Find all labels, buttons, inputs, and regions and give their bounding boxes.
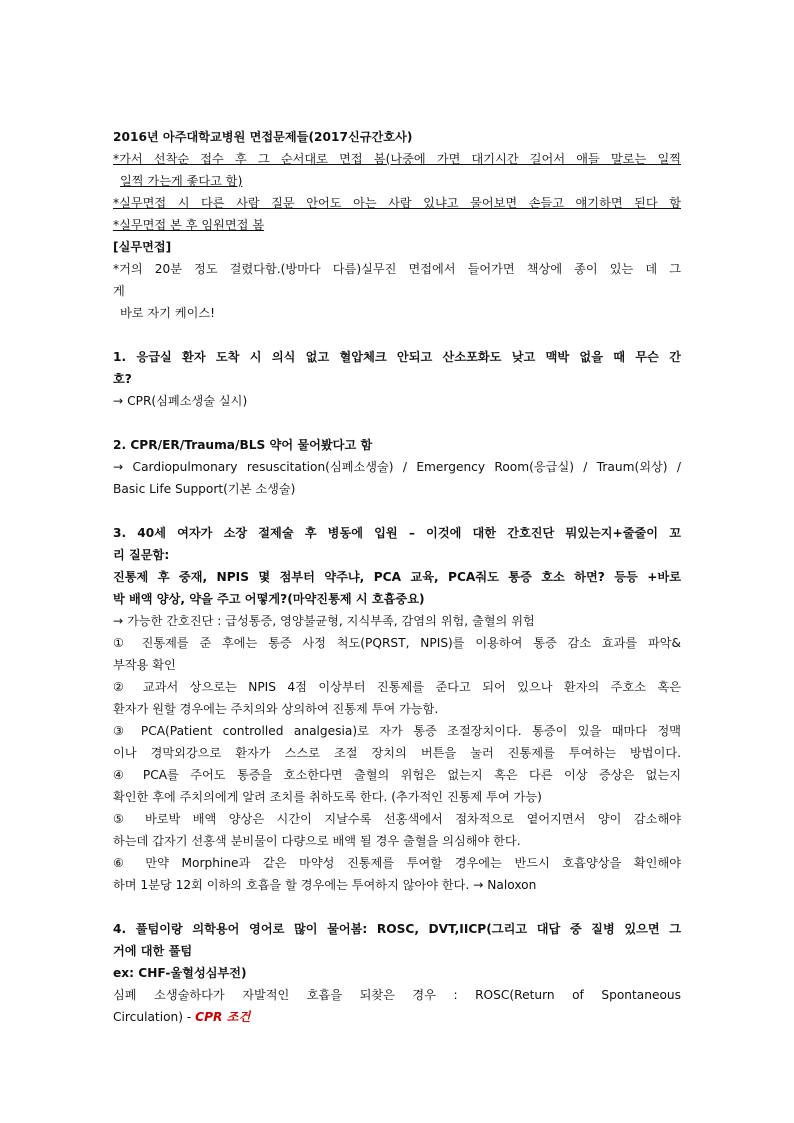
answer-3-line: ③ PCA(Patient controlled analgesia)로 자가 통증 조절장치이다. 통증이 있을 때마다 정맥 — [113, 724, 681, 738]
answer-3-line: 환자가 원할 경우에는 주치의와 상의하여 진통제 투여 가능함. — [113, 702, 439, 716]
question-1-line: 1. 응급실 환자 도착 시 의식 없고 혈압체크 안되고 산소포화도 낮고 맥박 없을 때 무슨 간 — [113, 350, 681, 364]
document-title: 2016년 아주대학교병원 면접문제들(2017신규간호사) — [113, 130, 413, 144]
answer-3-line: ④ PCA를 주어도 통증을 호소한다면 출혈의 위험은 없는지 혹은 다른 이상 증상은 없는지 — [113, 768, 681, 782]
intro-line: *거의 20분 정도 걸렸다함.(방마다 다름)실무진 면접에서 들어가면 책상에 종이 있는 데 그 — [113, 262, 681, 276]
answer-3-line: 부작용 확인 — [113, 658, 176, 672]
answer-3-line: ⑤ 바로박 배액 양상은 시간이 지날수록 선홍색에서 점차적으로 옅어지면서 양이 감소해야 — [113, 812, 681, 826]
question-3-line: 3. 40세 여자가 소장 절제술 후 병동에 입원 – 이것에 대한 간호진단 뭐있는지+줄줄이 꼬 — [113, 526, 681, 540]
answer-3-line: 이나 경막외강으로 환자가 스스로 조절 장치의 버튼을 눌러 진통제를 투여하는 방법이다. — [113, 746, 681, 760]
intro-line: 게 — [113, 284, 125, 298]
answer-3-line: 확인한 후에 주치의에게 알려 조치를 취하도록 한다. (추가적인 진통제 투여 가능) — [113, 790, 542, 804]
note-line: 일찍 가는게 좋다고 함) — [120, 174, 243, 188]
section-header: [실무면접] — [113, 240, 172, 254]
answer-4-line: 심폐 소생술하다가 자발적인 호흡을 되찾은 경우 : ROSC(Return of Spontaneous — [113, 988, 681, 1002]
answer-4-text: Circulation) - — [113, 1010, 196, 1024]
answer-3-line: ⑥ 만약 Morphine과 같은 마약성 진통제를 투여할 경우에는 반드시 호흡양상을 확인해야 — [113, 856, 681, 870]
question-4-line: 거에 대한 풀텀 — [113, 944, 193, 958]
answer-2-line: Basic Life Support(기본 소생술) — [113, 482, 296, 496]
answer-3-line: → 가능한 간호진단 : 급성통증, 영양불균형, 지식부족, 감염의 위험, 출혈의 위험 — [113, 614, 535, 628]
question-1-line: 호? — [113, 372, 132, 386]
question-3-line: 리 질문함: — [113, 548, 170, 562]
answer-3-line: 하며 1분당 12회 이하의 호흡을 할 경우에는 투여하지 않아야 한다. → Naloxon — [113, 878, 537, 892]
answer-4-line — [113, 1006, 681, 1028]
question-4-line: 4. 풀텀이랑 의학용어 영어로 많이 물어봄: ROSC, DVT,IICP(그리고 대답 중 질병 있으면 그 — [113, 922, 681, 936]
cpr-condition-note: CPR 조건 — [195, 1010, 251, 1024]
note-line: *가서 선착순 접수 후 그 순서대로 면접 봄(나중에 가면 대기시간 길어서 애들 말로는 일찍 — [113, 152, 681, 166]
answer-2-line: → Cardiopulmonary resuscitation(심폐소생술) / Emergency Room(응급실) / Traum(외상) / — [113, 460, 681, 474]
question-4-line: ex: CHF-울혈성심부전) — [113, 966, 247, 980]
note-line: *실무면접 시 다른 사람 질문 안어도 아는 사람 있냐고 물어보면 손들고 얘기하면 된다 함 — [113, 196, 681, 210]
document-body — [113, 126, 681, 1028]
answer-1-line: → CPR(심폐소생술 실시) — [113, 394, 248, 408]
intro-line: 바로 자기 케이스! — [120, 306, 216, 320]
answer-3-line: 하는데 갑자기 선홍색 분비물이 다량으로 배액 될 경우 출혈을 의심해야 한다. — [113, 834, 521, 848]
question-3-line: 진통제 후 중재, NPIS 몇 점부터 약주냐, PCA 교육, PCA줘도 통증 호소 하면? 등등 +바로 — [113, 570, 681, 584]
question-2-line: 2. CPR/ER/Trauma/BLS 약어 물어봤다고 함 — [113, 438, 373, 452]
answer-3-line: ① 진통제를 준 후에는 통증 사정 척도(PQRST, NPIS)를 이용하여 통증 감소 효과를 파악& — [113, 636, 681, 650]
note-line: *실무면접 본 후 임원면접 봄 — [113, 218, 265, 232]
answer-3-line: ② 교과서 상으로는 NPIS 4점 이상부터 진통제를 준다고 되어 있으나 환자의 주호소 혹은 — [113, 680, 681, 694]
question-3-line: 박 배액 양상, 약을 주고 어떻게?(마약진통제 시 호흡중요) — [113, 592, 425, 606]
